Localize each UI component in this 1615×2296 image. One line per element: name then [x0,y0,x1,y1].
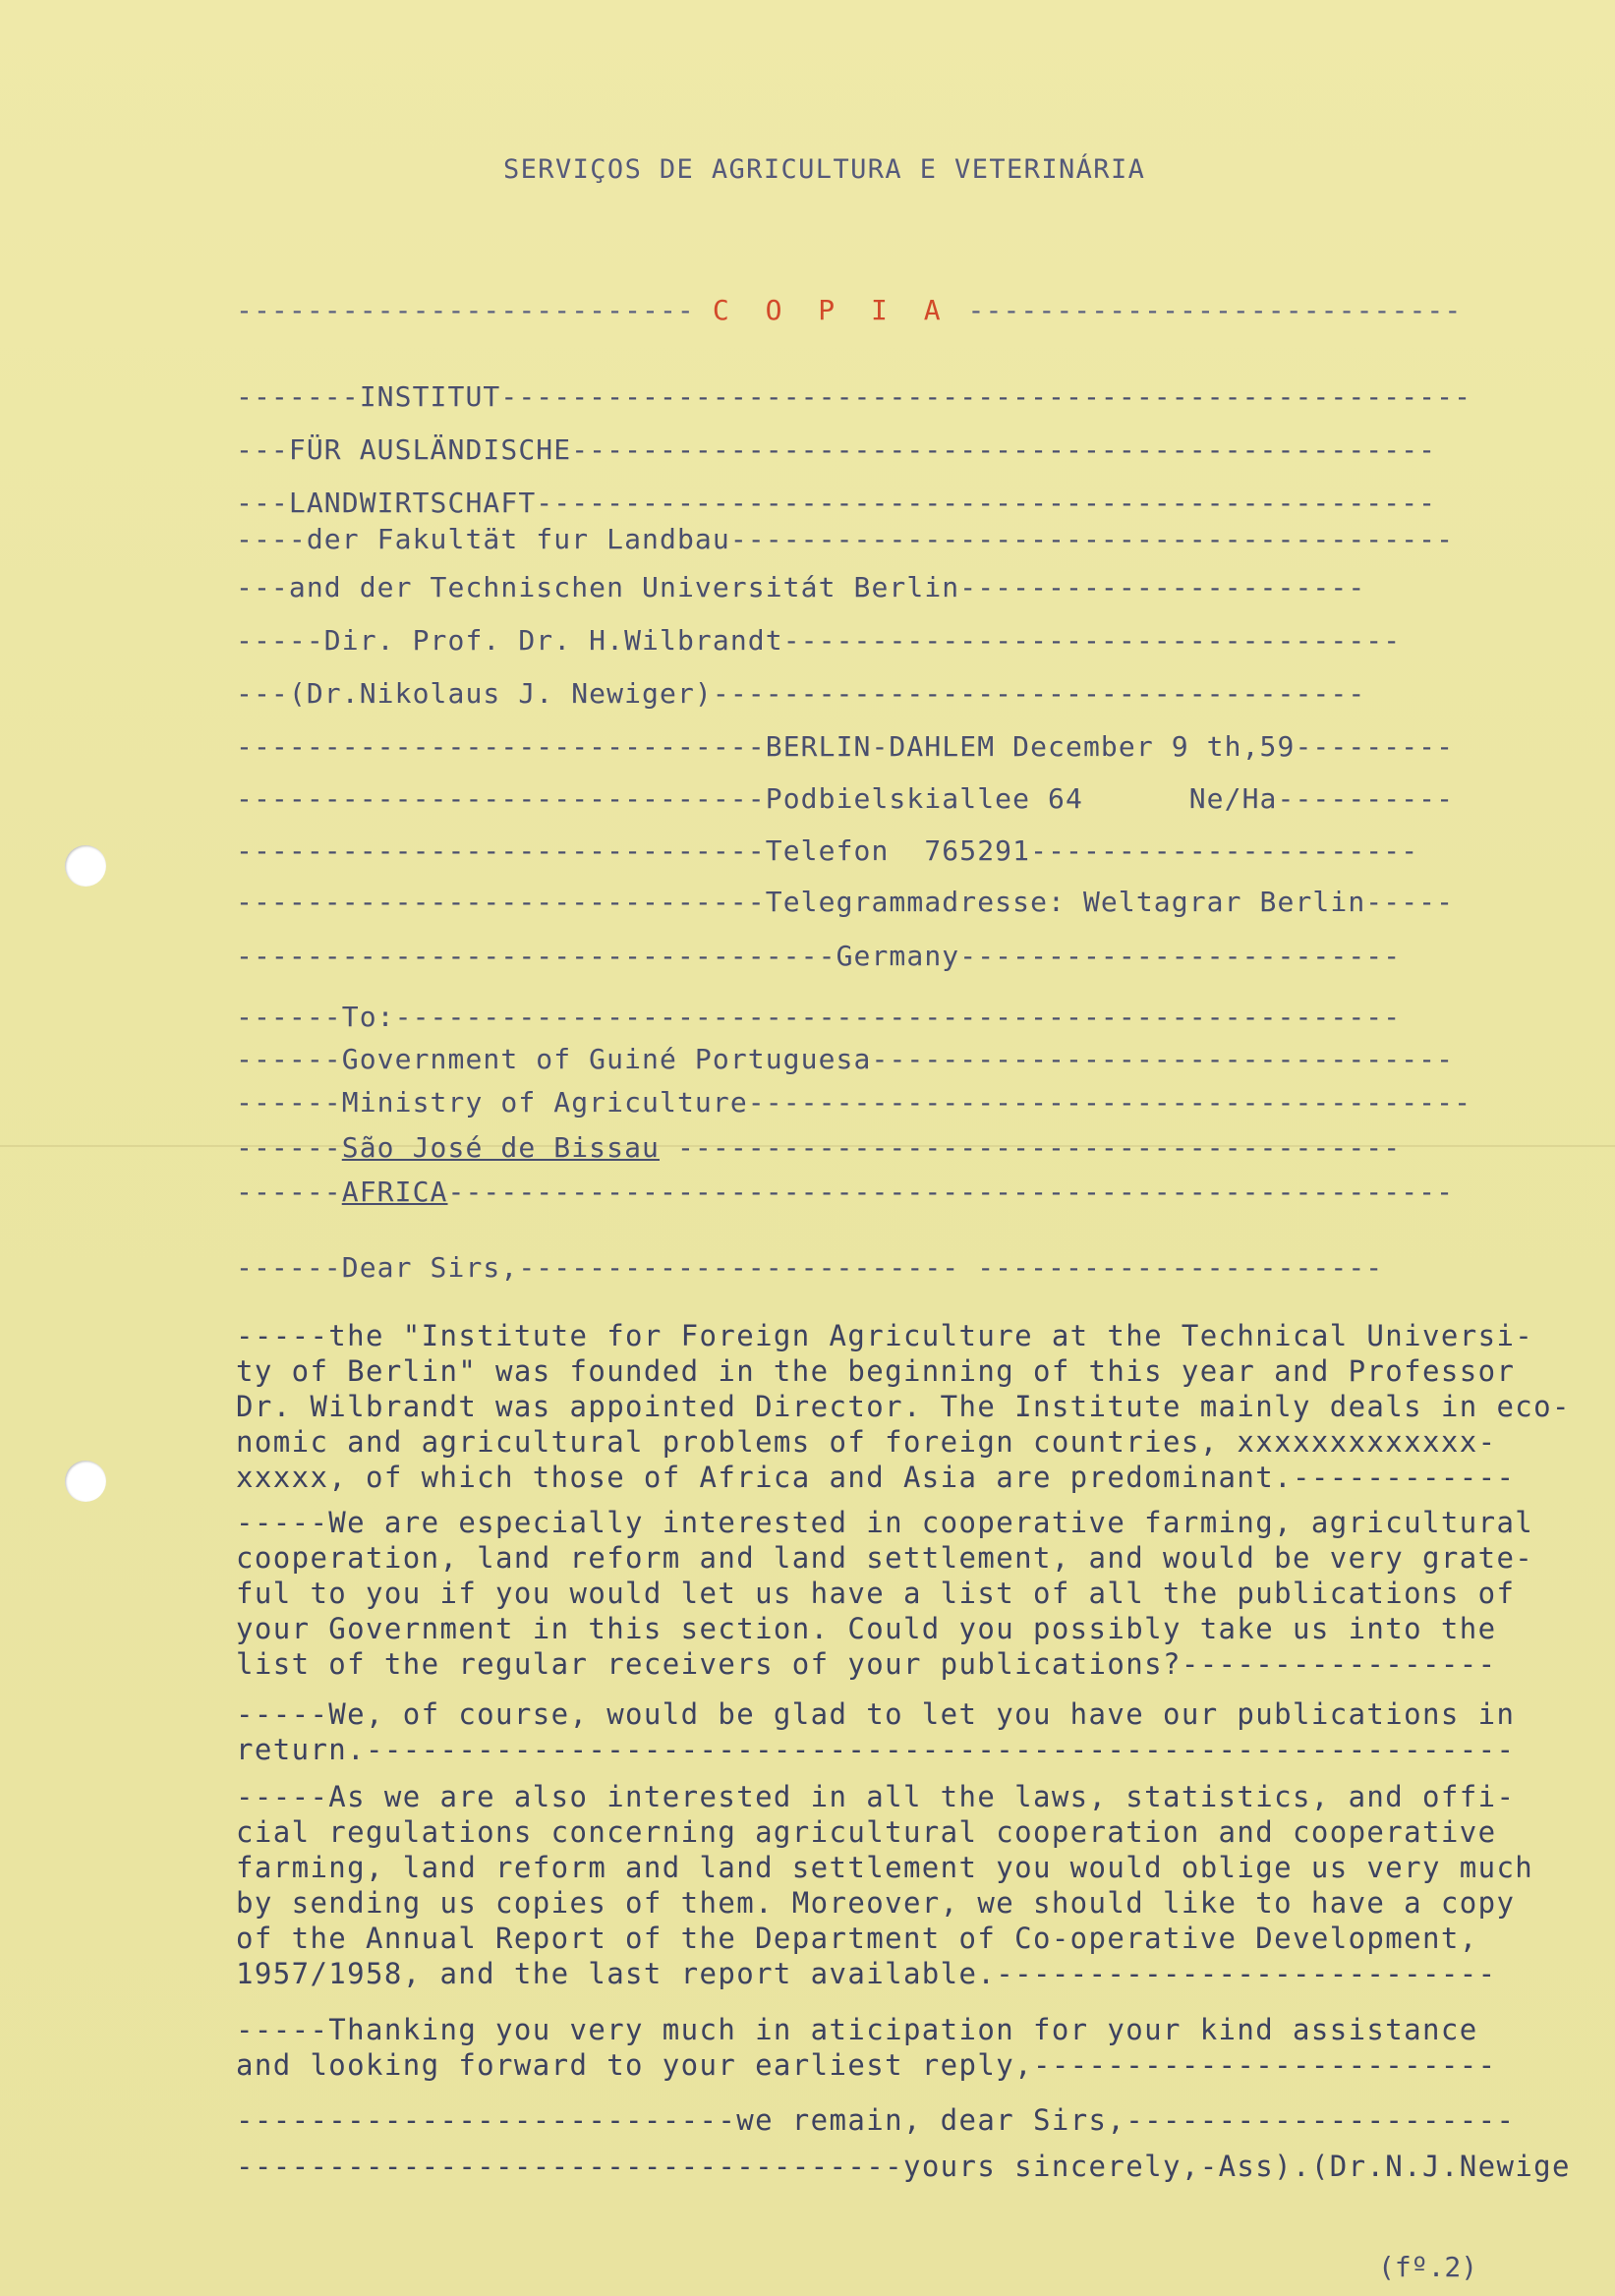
body-line: by sending us copies of them. Moreover, we should like to have a copy [236,1886,1516,1920]
body-line: list of the regular receivers of your publications?----------------- [236,1647,1497,1681]
recipient-city: São José de Bissau [341,1131,660,1164]
body-line: 1957/1958, and the last report available.--------------------------- [236,1957,1497,1990]
recipient-line: ------São José de Bissau ----------------------------------------- [236,1131,1402,1164]
closing: we remain, dear Sirs, [736,2103,1126,2137]
copia-label: C O P I A [712,294,951,326]
street-address: Podbielskiallee 64 [765,782,1083,815]
body-line: -----As we are also interested in all the laws, statistics, and offi- [236,1780,1516,1813]
salutation: Dear Sirs, [341,1251,519,1284]
body-line: farming, land reform and land settlement you would oblige us very much [236,1851,1534,1884]
closing-line: ---------------------------we remain, dear Sirs,--------------------- [236,2103,1516,2137]
letterhead-line: ---(Dr.Nikolaus J. Newiger)------------------------------------- [236,677,1366,710]
institute-name-3: LANDWIRTSCHAFT [288,487,537,519]
body-line: cooperation, land reform and land settlement, and would be very grate- [236,1541,1534,1575]
body-line: your Government in this section. Could you possibly take us into the [236,1612,1497,1645]
body-line: -----We, of course, would be glad to let you have our publications in [236,1697,1516,1731]
reference-code: Ne/Ha [1188,782,1278,815]
letterhead-line: ----der Fakultät fur Landbau----------------------------------------- [236,523,1455,555]
letterhead-line: -------INSTITUT------------------------------------------------------- [236,380,1472,413]
address-line: ----------------------------------Germany------------------------- [236,940,1402,972]
recipient-ministry: Ministry of Agriculture [341,1086,748,1119]
address-line: ------------------------------Podbielskiallee 64 Ne/Ha---------- [236,782,1455,815]
university-line: and der Technischen Universitát Berlin [288,571,960,603]
body-line: nomic and agricultural problems of foreign countries, xxxxxxxxxxxxx- [236,1425,1497,1459]
place-date: BERLIN-DAHLEM December 9 th,59 [765,730,1296,763]
salutation-line: ------Dear Sirs,------------------------- ----------------------- [236,1251,1384,1284]
letterhead-line: ---FÜR AUSLÄNDISCHE------------------------------------------------- [236,433,1437,466]
punch-hole-bottom [65,1461,106,1502]
recipient-line: ------Ministry of Agriculture----------------------------------------- [236,1086,1472,1119]
header-title: SERVIÇOS DE AGRICULTURA E VETERINÁRIA [503,154,1146,185]
institute-name-1: INSTITUT [359,380,501,413]
address-line: ------------------------------BERLIN-DAHLEM December 9 th,59--------- [236,730,1455,763]
punch-hole-top [65,845,106,887]
body-line: xxxxx, of which those of Africa and Asia are predominant.------------ [236,1461,1516,1494]
recipient-to: To: [341,1001,395,1033]
letterhead-line: -----Dir. Prof. Dr. H.Wilbrandt----------------------------------- [236,624,1402,657]
signature: yours sincerely,-Ass).(Dr.N.J.Newige [902,2150,1571,2183]
copia-line: -------------------------- C O P I A ---------------------------- [236,294,1463,326]
phone-number: Telefon 765291 [765,834,1031,867]
body-line: and looking forward to your earliest reply,------------------------- [236,2048,1497,2082]
faculty-line: der Fakultät fur Landbau [306,523,730,555]
body-line: -----Thanking you very much in aticipation for your kind assistance [236,2013,1478,2046]
address-line: ------------------------------Telefon 765291---------------------- [236,834,1419,867]
letterhead-line: ---LANDWIRTSCHAFT--------------------------------------------------- [236,487,1437,519]
institute-name-2: FÜR AUSLÄNDISCHE [288,433,572,466]
body-line: ty of Berlin" was founded in the beginning of this year and Professor [236,1354,1516,1388]
address-line: ------------------------------Telegrammadresse: Weltagrar Berlin----- [236,886,1455,918]
recipient-line: ------Government of Guiné Portuguesa--------------------------------- [236,1043,1455,1075]
body-line: -----the "Institute for Foreign Agriculture at the Technical Universi- [236,1319,1534,1352]
recipient-line: ------AFRICA--------------------------------------------------------- [236,1176,1455,1208]
telegram-address: Telegrammadresse: Weltagrar Berlin [765,886,1366,918]
recipient-continent: AFRICA [341,1176,448,1208]
body-line: ful to you if you would let us have a list of all the publications of [236,1577,1516,1610]
sender-name-line: (Dr.Nikolaus J. Newiger) [288,677,713,710]
body-line: cial regulations concerning agricultural cooperation and cooperative [236,1815,1497,1849]
director-line: Dir. Prof. Dr. H.Wilbrandt [323,624,783,657]
body-line: return.-------------------------------------------------------------- [236,1733,1516,1766]
page-folio: (fº.2) [1378,2251,1478,2283]
body-line: Dr. Wilbrandt was appointed Director. The Institute mainly deals in eco- [236,1390,1571,1423]
recipient-government: Government of Guiné Portuguesa [341,1043,872,1075]
country: Germany [836,940,960,972]
recipient-line: ------To:--------------------------------------------------------- [236,1001,1402,1033]
body-line: -----We are especially interested in cooperative farming, agricultural [236,1506,1534,1539]
letterhead-line: ---and der Technischen Universitát Berlin----------------------- [236,571,1366,603]
signature-line: ------------------------------------yours sincerely,-Ass).(Dr.N.J.Newige [236,2150,1571,2183]
body-line: of the Annual Report of the Department of Co-operative Development, [236,1922,1478,1955]
